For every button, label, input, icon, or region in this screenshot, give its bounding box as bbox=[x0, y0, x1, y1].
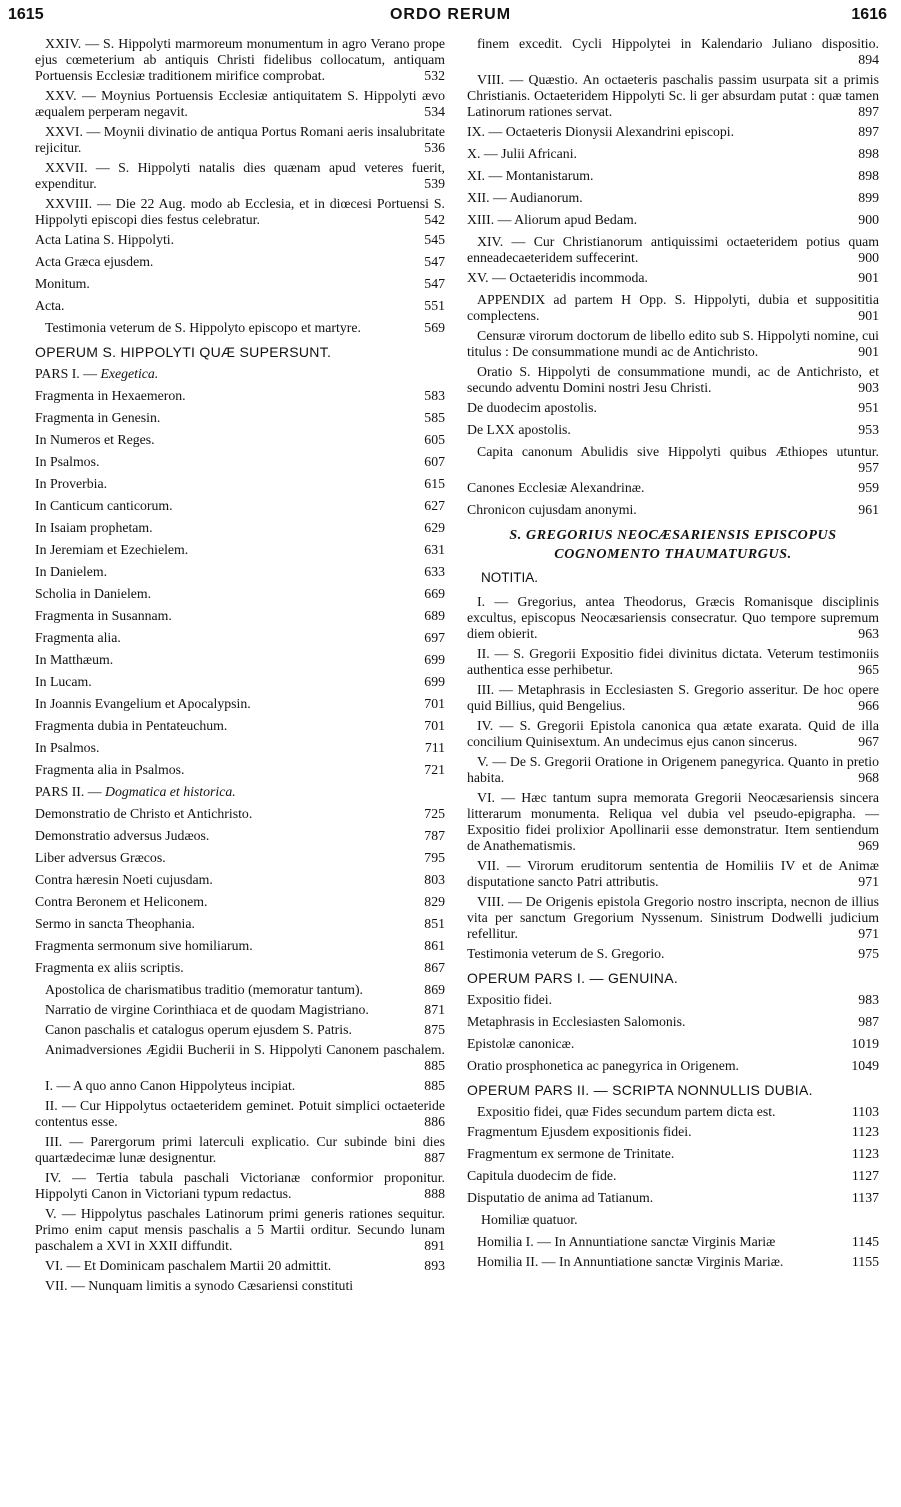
page-ref: 669 bbox=[424, 586, 445, 601]
entry-text: Fragmenta in Genesin. bbox=[35, 410, 161, 425]
entry-text: VI. — Et Dominicam paschalem Martii 20 admittit. bbox=[45, 1258, 332, 1273]
homiliae-heading: Homiliæ quatuor. bbox=[481, 1212, 578, 1227]
part-label: PARS II. — bbox=[35, 784, 106, 799]
part-subtitle: Exegetica. bbox=[100, 366, 159, 381]
page-ref: 871 bbox=[410, 1002, 445, 1018]
page-ref: 971 bbox=[844, 926, 879, 942]
entry-text: III. — Metaphrasis in Ecclesiasten S. Gregorio asseritur. De hoc opere quid Billius, quid Bengelius. bbox=[467, 682, 879, 713]
page-ref: 725 bbox=[424, 806, 445, 821]
page-ref: 1103 bbox=[838, 1104, 879, 1120]
toc-entry bbox=[35, 124, 445, 156]
entry-text: Testimonia veterum de S. Gregorio. bbox=[467, 946, 665, 961]
entry-text: Homilia II. — In Annuntiatione sanctæ Virginis Mariæ. bbox=[477, 1254, 784, 1269]
page-ref: 959 bbox=[858, 480, 879, 495]
author-title bbox=[467, 526, 879, 564]
entry-text: In Proverbia. bbox=[35, 476, 108, 491]
page-ref: 829 bbox=[424, 894, 445, 909]
part-label: PARS I. — bbox=[35, 366, 101, 381]
entry-text: In Numeros et Reges. bbox=[35, 432, 155, 447]
toc-entry bbox=[467, 146, 879, 162]
toc-entry bbox=[467, 718, 879, 750]
entry-text: Monitum. bbox=[35, 276, 90, 291]
entry-text: Capita canonum Abulidis sive Hippolyti quibus Æthiopes utuntur. bbox=[477, 444, 879, 459]
entry-text: V. — Hippolytus paschales Latinorum primi generis rationes sequitur. Primo enim caput mensis paschalis a 5 Martii orditur. Secundo lunam paschalem a XVI in XXII diffundit. bbox=[35, 1206, 445, 1253]
toc-entry bbox=[35, 960, 445, 976]
toc-entry bbox=[35, 476, 445, 492]
entry-text: Fragmenta alia in Psalmos. bbox=[35, 762, 185, 777]
entry-text: XXVI. — Moynii divinatio de antiqua Portus Romani aeris insalubritate rejicitur. bbox=[35, 124, 445, 155]
author-title-line: S. GREGORIUS NEOCÆSARIENSIS EPISCOPUS bbox=[509, 528, 837, 543]
toc-entry bbox=[35, 828, 445, 844]
toc-entry bbox=[467, 858, 879, 890]
page-ref: 867 bbox=[424, 960, 445, 975]
page-ref: 605 bbox=[424, 432, 445, 447]
entry-text: VIII. — De Origenis epistola Gregorio nostro inscripta, necnon de illius vita per sanctum Gregorium Nyssenum. Sinistrum Dodwelli judicium refellitur. bbox=[467, 894, 879, 941]
toc-entry bbox=[467, 790, 879, 854]
toc-entry bbox=[467, 168, 879, 184]
toc-entry bbox=[35, 160, 445, 192]
page-ref: 963 bbox=[844, 626, 879, 642]
page-ref: 903 bbox=[844, 380, 879, 396]
toc-entry bbox=[35, 276, 445, 292]
page-ref: 627 bbox=[424, 498, 445, 513]
entry-text: Fragmenta in Susannam. bbox=[35, 608, 172, 623]
entry-text: In Jeremiam et Ezechielem. bbox=[35, 542, 189, 557]
toc-entry bbox=[35, 608, 445, 624]
entry-text: Testimonia veterum de S. Hippolyto episcopo et martyre. bbox=[45, 320, 361, 335]
page-ref: 583 bbox=[424, 388, 445, 403]
toc-entry bbox=[467, 422, 879, 438]
page-ref: 542 bbox=[410, 212, 445, 228]
page-ref: 547 bbox=[424, 276, 445, 291]
page-ref: 901 bbox=[858, 270, 879, 285]
page-ref: 953 bbox=[858, 422, 879, 437]
toc-entry bbox=[35, 298, 445, 314]
entry-text: VII. — Virorum eruditorum sententia de Homiliis IV et de Animæ disputatione sancto Patri attributis. bbox=[467, 858, 879, 889]
entry-text: Fragmenta ex aliis scriptis. bbox=[35, 960, 184, 975]
toc-entry bbox=[467, 1168, 879, 1184]
entry-text: In Psalmos. bbox=[35, 454, 100, 469]
page-ref: 787 bbox=[424, 828, 445, 843]
page-ref: 631 bbox=[424, 542, 445, 557]
entry-text: In Canticum canticorum. bbox=[35, 498, 173, 513]
toc-entry bbox=[35, 630, 445, 646]
entry-text: Demonstratio de Christo et Antichristo. bbox=[35, 806, 253, 821]
page-ref: 967 bbox=[844, 734, 879, 750]
entry-text: Metaphrasis in Ecclesiasten Salomonis. bbox=[467, 1014, 686, 1029]
page-ref: 569 bbox=[410, 320, 445, 336]
entry-text: V. — De S. Gregorii Oratione in Origenem panegyrica. Quanto in pretio habita. bbox=[467, 754, 879, 785]
toc-entry bbox=[467, 502, 879, 518]
toc-entry bbox=[35, 1022, 445, 1038]
toc-entry bbox=[467, 754, 879, 786]
entry-text: Fragmenta dubia in Pentateuchum. bbox=[35, 718, 228, 733]
toc-entry bbox=[35, 1206, 445, 1254]
entry-text: IV. — S. Gregorii Epistola canonica qua ætate exarata. Quid de illa concilium Quinisextum. An undecimus ejus canon sincerus. bbox=[467, 718, 879, 749]
entry-text: Acta. bbox=[35, 298, 65, 313]
entry-text: Canones Ecclesiæ Alexandrinæ. bbox=[467, 480, 645, 495]
page-ref: 975 bbox=[858, 946, 879, 961]
toc-entry bbox=[35, 410, 445, 426]
entry-text: Homilia I. — In Annuntiatione sanctæ Virginis Mariæ bbox=[477, 1234, 776, 1249]
entry-text: Epistolæ canonicæ. bbox=[467, 1036, 575, 1051]
entry-text: I. — Gregorius, antea Theodorus, Græcis Romanisque disciplinis excultus, episcopus Neocæsariensis consecratur. Quo tempore supremum diem obierit. bbox=[467, 594, 879, 641]
page-ref: 607 bbox=[424, 454, 445, 469]
page-ref: 803 bbox=[424, 872, 445, 887]
entry-text: XXVIII. — Die 22 Aug. modo ab Ecclesia, et in diœcesi Portuensi S. Hippolyti episcopi dies festus celebratur. bbox=[35, 196, 445, 227]
page-ref: 721 bbox=[424, 762, 445, 777]
entry-text: In Psalmos. bbox=[35, 740, 100, 755]
entry-text: Apostolica de charismatibus traditio (memoratur tantum). bbox=[45, 982, 364, 997]
toc-entry bbox=[35, 36, 445, 84]
toc-entry bbox=[35, 388, 445, 404]
page-ref: 851 bbox=[424, 916, 445, 931]
toc-entry bbox=[467, 1254, 879, 1270]
toc-entry bbox=[467, 1124, 879, 1140]
entry-text: In Joannis Evangelium et Apocalypsin. bbox=[35, 696, 251, 711]
page-ref: 899 bbox=[858, 190, 879, 205]
toc-entry bbox=[35, 520, 445, 536]
page-ref: 795 bbox=[424, 850, 445, 865]
entry-text: In Danielem. bbox=[35, 564, 108, 579]
toc-entry bbox=[35, 718, 445, 734]
entry-text: Oratio S. Hippolyti de consummatione mundi, ac de Antichristo, et secundo adventu Domini nostri Jesu Christi. bbox=[467, 364, 879, 395]
toc-entry bbox=[467, 894, 879, 942]
toc-entry bbox=[35, 1258, 445, 1274]
page-ref: 897 bbox=[858, 124, 879, 139]
page-ref: 897 bbox=[844, 104, 879, 120]
part-subtitle: Dogmatica et historica. bbox=[105, 784, 236, 799]
page-ref: 633 bbox=[424, 564, 445, 579]
notitia-heading: NOTITIA. bbox=[481, 570, 538, 585]
toc-entry bbox=[35, 498, 445, 514]
toc-entry bbox=[467, 124, 879, 140]
page-ref: 536 bbox=[410, 140, 445, 156]
toc-entry bbox=[467, 400, 879, 416]
page-ref: 539 bbox=[410, 176, 445, 192]
page-ref: 968 bbox=[844, 770, 879, 786]
page-ref: 971 bbox=[844, 874, 879, 890]
entry-text: Animadversiones Ægidii Bucherii in S. Hippolyti Canonem paschalem. bbox=[45, 1042, 445, 1057]
entry-text: In Matthæum. bbox=[35, 652, 114, 667]
page-ref: 699 bbox=[424, 652, 445, 667]
toc-entry bbox=[467, 946, 879, 962]
part-heading bbox=[35, 784, 445, 800]
toc-entry bbox=[467, 646, 879, 678]
entry-text: Acta Latina S. Hippolyti. bbox=[35, 232, 175, 247]
toc-entry bbox=[35, 232, 445, 248]
toc-entry bbox=[35, 432, 445, 448]
entry-text: Demonstratio adversus Judæos. bbox=[35, 828, 210, 843]
page-ref: 1049 bbox=[851, 1058, 879, 1073]
entry-text: XXV. — Moynius Portuensis Ecclesiæ antiquitatem S. Hippolyti ævo æqualem perperam negavit. bbox=[35, 88, 445, 119]
part-heading bbox=[35, 366, 445, 382]
page-ref: 891 bbox=[410, 1238, 445, 1254]
page-ref: 534 bbox=[410, 104, 445, 120]
author-title-line: COGNOMENTO THAUMATURGUS. bbox=[554, 547, 792, 562]
entry-text: XV. — Octaeteridis incommoda. bbox=[467, 270, 648, 285]
toc-entry bbox=[467, 292, 879, 324]
toc-entry bbox=[35, 938, 445, 954]
page-ref: 1123 bbox=[851, 1124, 879, 1139]
page-ref: 532 bbox=[410, 68, 445, 84]
entry-text: Expositio fidei. bbox=[467, 992, 553, 1007]
page-ref: 900 bbox=[858, 212, 879, 227]
toc-entry bbox=[35, 872, 445, 888]
section-heading: OPERUM PARS II. — SCRIPTA NONNULLIS DUBIA. bbox=[467, 1082, 813, 1098]
entry-text: IV. — Tertia tabula paschali Victorianæ conformior proponitur. Hippolyti Canon in Victoriani typum redactus. bbox=[35, 1170, 445, 1201]
section-heading: OPERUM PARS I. — GENUINA. bbox=[467, 970, 679, 986]
toc-entry bbox=[467, 36, 879, 68]
toc-entry bbox=[35, 1134, 445, 1166]
entry-text: XIII. — Aliorum apud Bedam. bbox=[467, 212, 638, 227]
toc-entry bbox=[35, 696, 445, 712]
entry-text: III. — Parergorum primi laterculi explicatio. Cur subinde bini dies quartædecimæ lunæ designentur. bbox=[35, 1134, 445, 1165]
page-number-right: 1616 bbox=[851, 6, 887, 23]
page-header bbox=[0, 2, 901, 32]
entry-text: Fragmentum Ejusdem expositionis fidei. bbox=[467, 1124, 692, 1139]
entry-text: Chronicon cujusdam anonymi. bbox=[467, 502, 637, 517]
page-ref: 887 bbox=[410, 1150, 445, 1166]
entry-text: Censuræ virorum doctorum de libello edito sub S. Hippolyti nomine, cui titulus : De consummatione mundi ac de Antichristo. bbox=[467, 328, 879, 359]
entry-text: Oratio prosphonetica ac panegyrica in Origenem. bbox=[467, 1058, 739, 1073]
toc-entry bbox=[467, 234, 879, 266]
entry-text: finem excedit. Cycli Hippolytei in Kalendario Juliano dispositio. bbox=[477, 36, 879, 51]
entry-text: Capitula duodecim de fide. bbox=[467, 1168, 617, 1183]
page-ref: 965 bbox=[844, 662, 879, 678]
toc-entry bbox=[35, 982, 445, 998]
page-ref: 901 bbox=[844, 344, 879, 360]
page-ref: 894 bbox=[844, 52, 879, 68]
page-ref: 966 bbox=[844, 698, 879, 714]
page-ref: 886 bbox=[410, 1114, 445, 1130]
toc-entry bbox=[35, 850, 445, 866]
toc-entry bbox=[35, 916, 445, 932]
page-ref: 861 bbox=[424, 938, 445, 953]
toc-entry bbox=[467, 1190, 879, 1206]
entry-text: In Lucam. bbox=[35, 674, 92, 689]
right-column bbox=[467, 36, 879, 1274]
page-ref: 1155 bbox=[838, 1254, 879, 1270]
running-title: ORDO RERUM bbox=[389, 6, 512, 23]
toc-entry bbox=[467, 1234, 879, 1250]
toc-entry bbox=[467, 1058, 879, 1074]
toc-entry bbox=[467, 682, 879, 714]
page-ref: 885 bbox=[410, 1058, 445, 1074]
entry-text: Liber adversus Græcos. bbox=[35, 850, 166, 865]
page-ref: 1019 bbox=[851, 1036, 879, 1051]
entry-text: XI. — Montanistarum. bbox=[467, 168, 594, 183]
page-ref: 701 bbox=[424, 718, 445, 733]
page-ref: 1127 bbox=[851, 1168, 879, 1183]
page-ref: 699 bbox=[424, 674, 445, 689]
toc-entry bbox=[467, 364, 879, 396]
toc-entry bbox=[467, 1014, 879, 1030]
entry-text: VII. — Nunquam limitis a synodo Cæsariensi constituti bbox=[45, 1278, 354, 1293]
page-ref: 1123 bbox=[851, 1146, 879, 1161]
entry-text: VI. — Hæc tantum supra memorata Gregorii Neocæsariensis sincera litterarum monumenta. Reliqua vel dubia vel pseudo-epigrapha. — Expositio fidei prolixior Apollinarii esse demonstratur. Item sentiendum de Anathematismis. bbox=[467, 790, 879, 853]
entry-text: Disputatio de anima ad Tatianum. bbox=[467, 1190, 654, 1205]
entry-text: Canon paschalis et catalogus operum ejusdem S. Patris. bbox=[45, 1022, 352, 1037]
toc-entry bbox=[35, 454, 445, 470]
page-ref: 898 bbox=[858, 146, 879, 161]
page-ref: 901 bbox=[844, 308, 879, 324]
toc-entry bbox=[35, 586, 445, 602]
entry-text: II. — S. Gregorii Expositio fidei divinitus dictata. Veterum testimoniis authentica esse perhibetur. bbox=[467, 646, 879, 677]
entry-text: XXIV. — S. Hippolyti marmoreum monumentum in agro Verano prope ejus cœmeterium ab antiquis Christi fidelibus collocatum, antiquam Portuensis Ecclesiæ traditionem mirifice comprobat. bbox=[35, 36, 445, 83]
left-column bbox=[35, 36, 445, 1298]
toc-entry bbox=[467, 1036, 879, 1052]
toc-entry bbox=[35, 652, 445, 668]
entry-text: XII. — Audianorum. bbox=[467, 190, 583, 205]
toc-entry bbox=[35, 762, 445, 778]
toc-entry bbox=[467, 1146, 879, 1162]
toc-entry bbox=[35, 196, 445, 228]
toc-entry bbox=[35, 564, 445, 580]
page-ref: 629 bbox=[424, 520, 445, 535]
entry-text: X. — Julii Africani. bbox=[467, 146, 577, 161]
section-heading: OPERUM S. HIPPOLYTI QUÆ SUPERSUNT. bbox=[35, 344, 332, 360]
toc-entry bbox=[467, 992, 879, 1008]
toc-entry bbox=[467, 1104, 879, 1120]
toc-entry bbox=[467, 480, 879, 496]
page-ref: 957 bbox=[844, 460, 879, 476]
page-ref: 885 bbox=[410, 1078, 445, 1094]
entry-text: Fragmenta alia. bbox=[35, 630, 121, 645]
toc-entry bbox=[467, 328, 879, 360]
page-ref: 900 bbox=[844, 250, 879, 266]
page-ref: 545 bbox=[424, 232, 445, 247]
entry-text: XIV. — Cur Christianorum antiquissimi octaeteridem potius quam enneadecaeteridem suffecerint. bbox=[467, 234, 879, 265]
page-ref: 951 bbox=[858, 400, 879, 415]
entry-text: De duodecim apostolis. bbox=[467, 400, 597, 415]
entry-text: IX. — Octaeteris Dionysii Alexandrini episcopi. bbox=[467, 124, 735, 139]
toc-entry bbox=[35, 894, 445, 910]
page-ref: 615 bbox=[424, 476, 445, 491]
toc-entry bbox=[35, 1170, 445, 1202]
page-ref: 697 bbox=[424, 630, 445, 645]
toc-entry bbox=[467, 444, 879, 476]
toc-entry bbox=[35, 1078, 445, 1094]
entry-text: Contra hæresin Noeti cujusdam. bbox=[35, 872, 213, 887]
toc-entry bbox=[467, 72, 879, 120]
toc-entry bbox=[35, 1002, 445, 1018]
page-ref: 689 bbox=[424, 608, 445, 623]
toc-entry bbox=[35, 740, 445, 756]
page-ref: 983 bbox=[858, 992, 879, 1007]
page-ref: 711 bbox=[424, 740, 445, 755]
page-number-left: 1615 bbox=[8, 6, 44, 23]
toc-entry bbox=[35, 1042, 445, 1074]
toc-entry bbox=[35, 1098, 445, 1130]
toc-entry bbox=[35, 1278, 445, 1294]
toc-entry bbox=[35, 542, 445, 558]
entry-text: VIII. — Quæstio. An octaeteris paschalis passim usurpata sit a primis Christianis. Octaeteridem Hippolyti Sc. li ger absurdam putat : quæ tamen Latinorum rationes servat. bbox=[467, 72, 879, 119]
toc-entry bbox=[467, 594, 879, 642]
entry-text: De LXX apostolis. bbox=[467, 422, 571, 437]
page-ref: 869 bbox=[410, 982, 445, 998]
entry-text: Acta Græca ejusdem. bbox=[35, 254, 154, 269]
entry-text: Fragmenta in Hexaemeron. bbox=[35, 388, 186, 403]
page-ref: 893 bbox=[410, 1258, 445, 1274]
entry-text: Fragmenta sermonum sive homiliarum. bbox=[35, 938, 253, 953]
toc-entry bbox=[467, 190, 879, 206]
page-ref: 547 bbox=[424, 254, 445, 269]
page-ref: 585 bbox=[424, 410, 445, 425]
entry-text: Expositio fidei, quæ Fides secundum partem dicta est. bbox=[477, 1104, 776, 1119]
entry-text: APPENDIX ad partem H Opp. S. Hippolyti, dubia et supposititia complectens. bbox=[467, 292, 879, 323]
page-ref: 969 bbox=[844, 838, 879, 854]
page-ref: 898 bbox=[858, 168, 879, 183]
page-ref: 551 bbox=[424, 298, 445, 313]
toc-entry bbox=[35, 254, 445, 270]
entry-text: XXVII. — S. Hippolyti natalis dies quænam apud veteres fuerit, expenditur. bbox=[35, 160, 445, 191]
page-ref: 987 bbox=[858, 1014, 879, 1029]
entry-text: II. — Cur Hippolytus octaeteridem geminet. Potuit simplici octaeteride contentus esse. bbox=[35, 1098, 445, 1129]
toc-entry bbox=[35, 806, 445, 822]
toc-entry bbox=[35, 674, 445, 690]
entry-text: Scholia in Danielem. bbox=[35, 586, 152, 601]
entry-text: Contra Beronem et Heliconem. bbox=[35, 894, 208, 909]
toc-entry bbox=[467, 270, 879, 286]
entry-text: In Isaiam prophetam. bbox=[35, 520, 153, 535]
toc-entry bbox=[35, 88, 445, 120]
page-ref: 1145 bbox=[838, 1234, 879, 1250]
entry-text: I. — A quo anno Canon Hippolyteus incipiat. bbox=[45, 1078, 296, 1093]
page-ref: 1137 bbox=[851, 1190, 879, 1205]
page-ref: 888 bbox=[410, 1186, 445, 1202]
entry-text: Narratio de virgine Corinthiaca et de quodam Magistriano. bbox=[45, 1002, 369, 1017]
page-ref: 875 bbox=[410, 1022, 445, 1038]
page-ref: 961 bbox=[858, 502, 879, 517]
toc-entry bbox=[467, 212, 879, 228]
toc-entry bbox=[35, 320, 445, 336]
page-ref: 701 bbox=[424, 696, 445, 711]
entry-text: Fragmentum ex sermone de Trinitate. bbox=[467, 1146, 675, 1161]
entry-text: Sermo in sancta Theophania. bbox=[35, 916, 195, 931]
